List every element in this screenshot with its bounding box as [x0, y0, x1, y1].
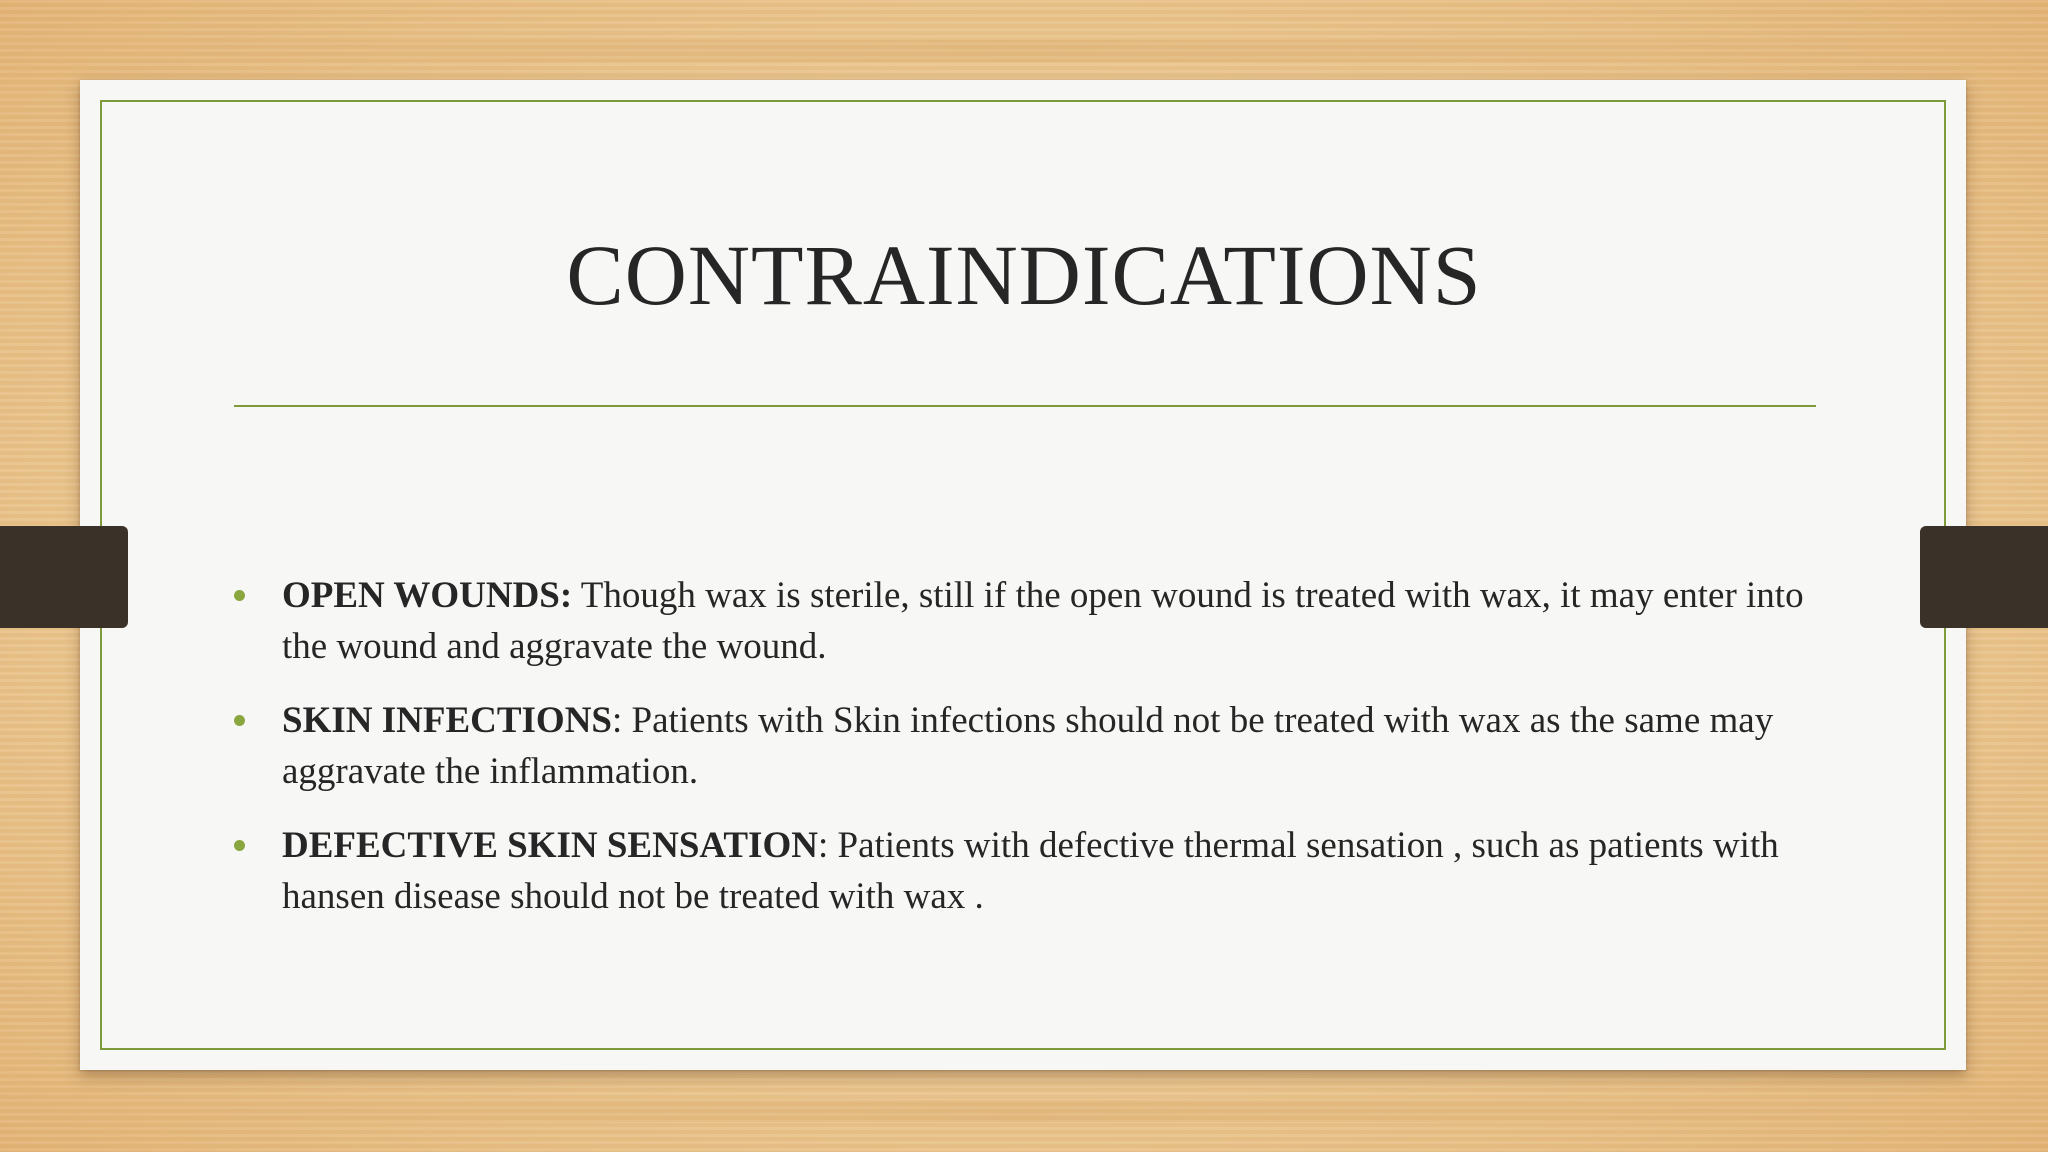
wood-grain — [0, 40, 2048, 62]
bullet-text: : Patients with defective thermal sensation , such as patients with hansen disease should not be treated with wax . — [282, 825, 1779, 917]
bullet-icon — [234, 715, 245, 726]
title-divider — [234, 405, 1816, 407]
bullet-list — [234, 570, 1834, 945]
bullet-item-open-wounds — [234, 570, 1834, 672]
bullet-icon — [234, 840, 245, 851]
bullet-term: SKIN INFECTIONS — [282, 700, 613, 741]
bullet-term: DEFECTIVE SKIN SENSATION — [282, 825, 818, 866]
bullet-item-defective-skin-sensation — [234, 820, 1834, 922]
right-tab-decoration — [1920, 526, 2048, 628]
left-tab-decoration — [0, 526, 128, 628]
bullet-item-skin-infections — [234, 695, 1834, 797]
bullet-text: : Patients with Skin infections should not be treated with wax as the same may aggravate the inflammation. — [282, 700, 1774, 792]
bullet-term: OPEN WOUNDS: — [282, 575, 573, 616]
bullet-text: Though wax is sterile, still if the open wound is treated with wax, it may enter into the wound and aggravate the wound. — [282, 575, 1804, 667]
slide-title: CONTRAINDICATIONS — [566, 227, 1482, 323]
bullet-icon — [234, 590, 245, 601]
wood-grain — [0, 1100, 2048, 1122]
